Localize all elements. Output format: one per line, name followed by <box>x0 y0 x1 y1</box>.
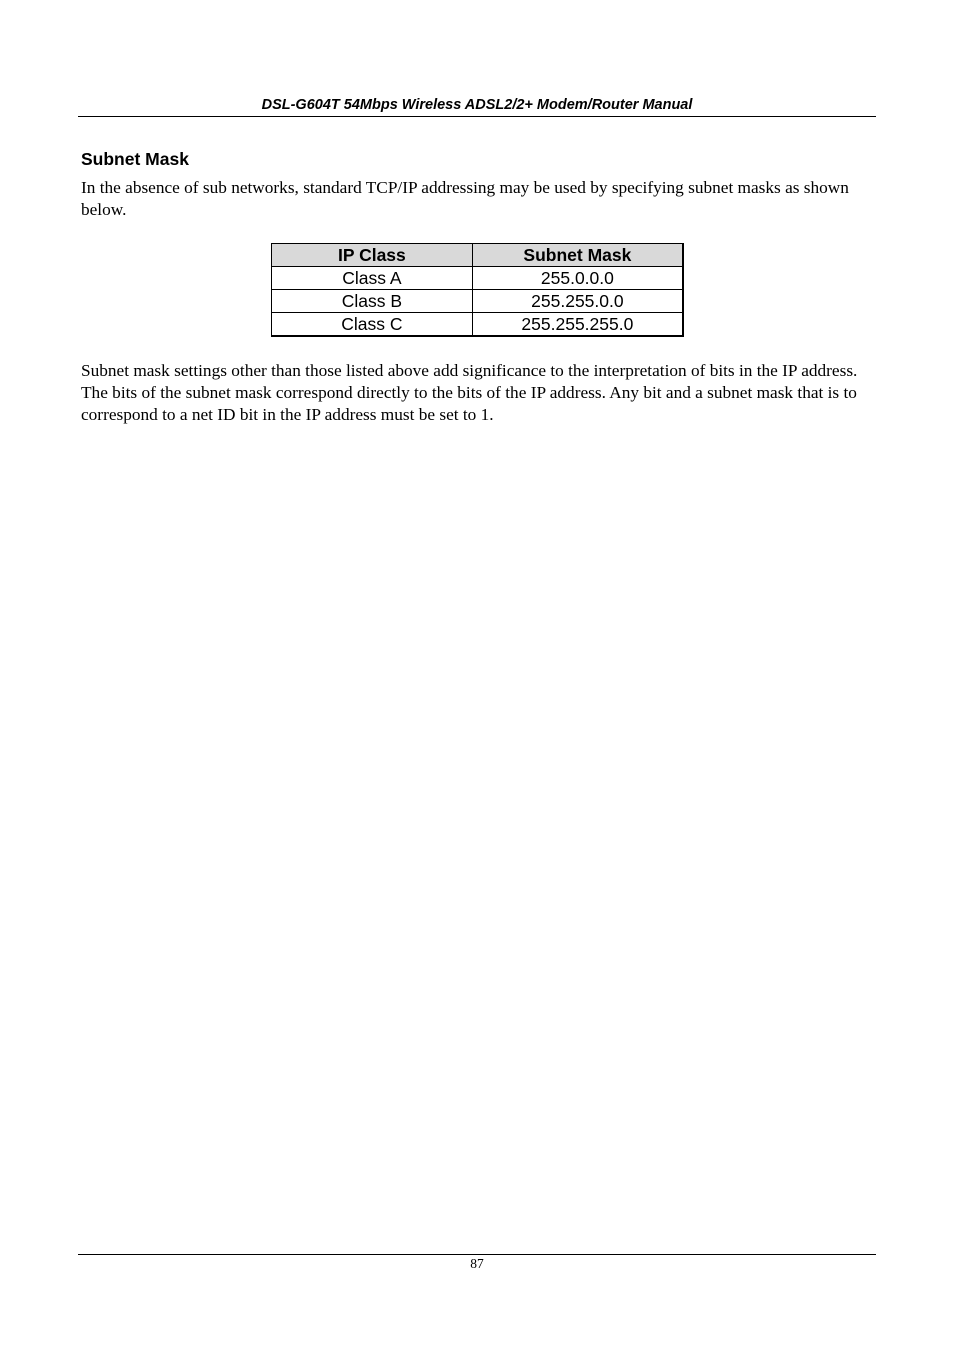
ip-class-cell: Class A <box>272 267 473 290</box>
page-header: DSL-G604T 54Mbps Wireless ADSL2/2+ Modem/Router Manual <box>78 95 876 117</box>
table-row <box>272 313 684 337</box>
ip-class-cell: Class C <box>272 313 473 337</box>
page-number: 87 <box>470 1256 484 1271</box>
subnet-mask-cell: 255.0.0.0 <box>472 267 683 290</box>
column-header-ip-class: IP Class <box>272 244 473 267</box>
intro-paragraph: In the absence of sub networks, standard TCP/IP addressing may be used by specifying subnet masks as shown below. <box>81 178 849 219</box>
subnet-mask-table <box>271 243 684 337</box>
subnet-mask-cell: 255.255.0.0 <box>472 290 683 313</box>
subnet-mask-cell: 255.255.255.0 <box>472 313 683 337</box>
column-header-subnet-mask: Subnet Mask <box>472 244 683 267</box>
ip-class-cell: Class B <box>272 290 473 313</box>
body-paragraph: Subnet mask settings other than those listed above add significance to the interpretation of bits in the IP address. The bits of the subnet mask correspond directly to the bits of the IP address. Any bit and a subnet mask that is to correspond to a net ID bit in the IP address must be set to 1. <box>81 361 858 424</box>
section-title: Subnet Mask <box>81 149 189 169</box>
table-row <box>272 267 684 290</box>
table-header-row <box>272 244 684 267</box>
table-row <box>272 290 684 313</box>
